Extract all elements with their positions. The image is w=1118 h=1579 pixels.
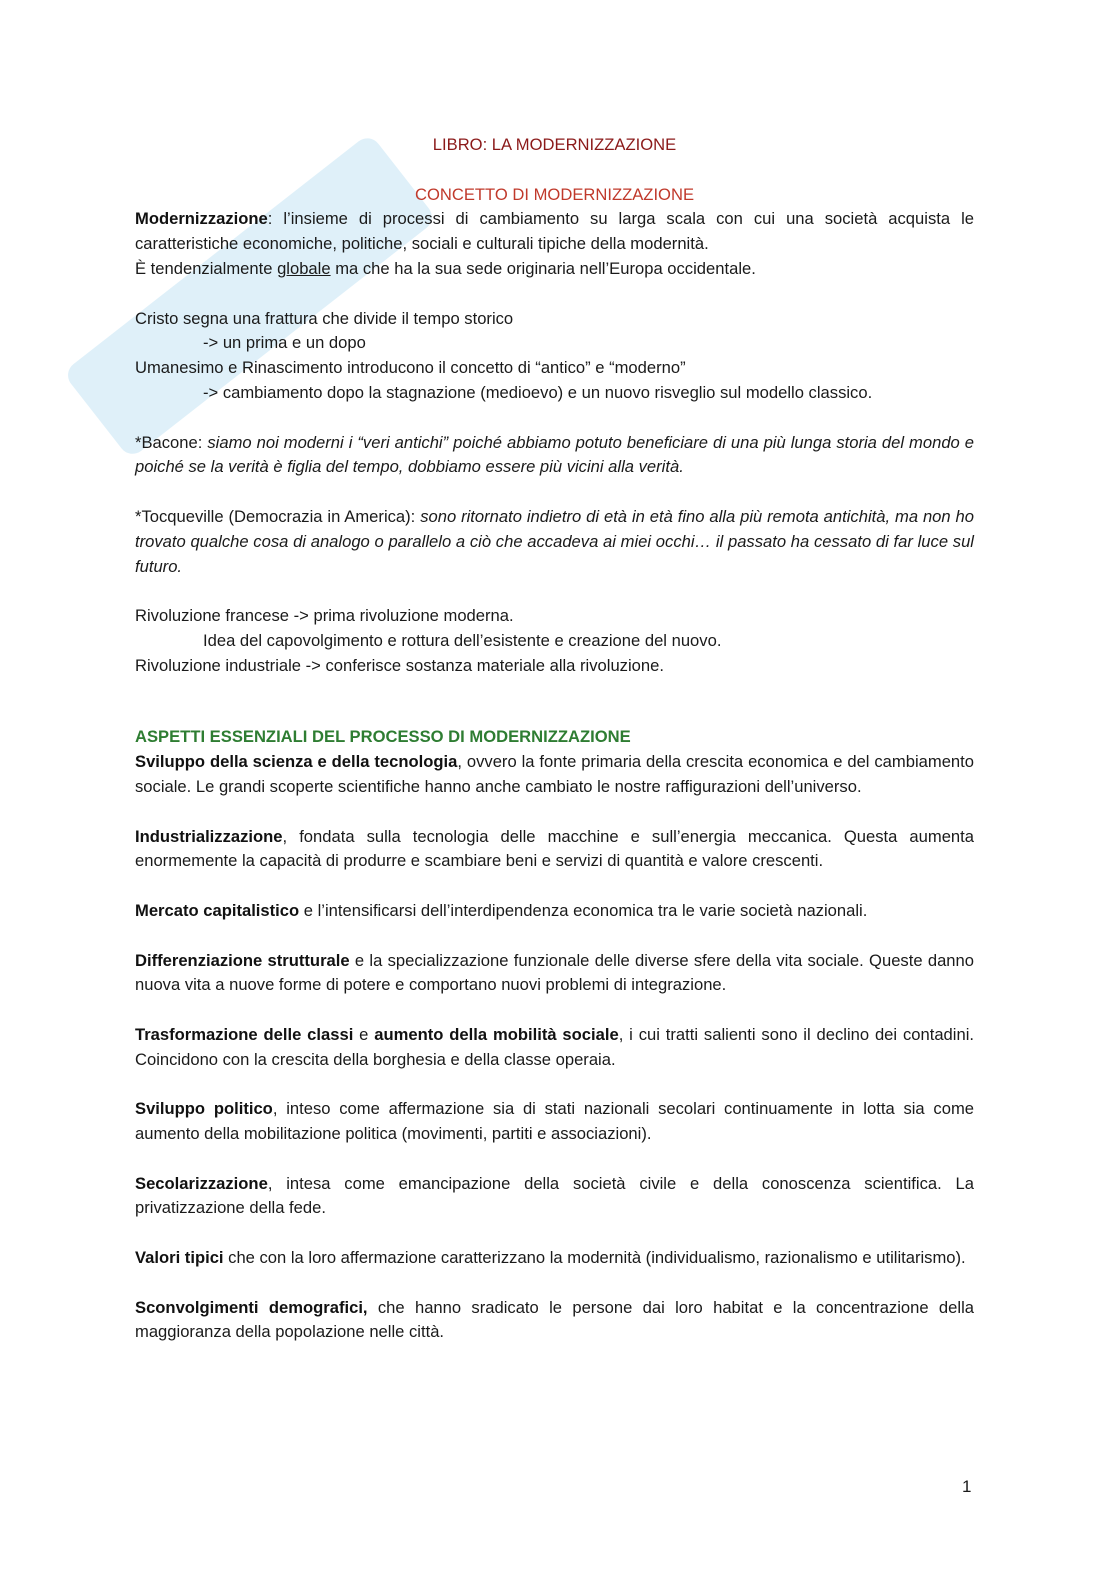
aspect-paragraph [135, 750, 974, 800]
cristo-line: Cristo segna una frattura che divide il tempo storico [135, 308, 514, 328]
aspect-term: Secolarizzazione [135, 1173, 268, 1193]
aspect-paragraph [135, 1172, 974, 1222]
definition-text: : l’insieme di processi di cambiamento su larga scala con cui una società acquista le caratteristiche economiche, politiche, sociali e culturali tipiche della modernità. [135, 209, 974, 254]
document-body [135, 133, 974, 1345]
aspect-paragraph [135, 1023, 974, 1073]
aspect-text: , i cui tratti salienti sono il declino dei contadini. Coincidono con la crescita della borghesia e della classe operaia. [135, 1024, 974, 1069]
aspect-term: Mercato capitalistico [135, 900, 300, 920]
aspect-paragraph [135, 1097, 974, 1147]
definition-paragraph [135, 207, 974, 257]
aspect-text: e l’intensificarsi dell’interdipendenza economica tra le varie società nazionali. [299, 900, 868, 920]
aspect-text: che hanno sradicato le persone dai loro habitat e la concentrazione della maggioranza della popolazione nelle città. [135, 1297, 974, 1342]
aspect-term: Differenziazione strutturale [135, 950, 350, 970]
rivoluzione-industriale-line: Rivoluzione industriale -> conferisce sostanza materiale alla rivoluzione. [135, 655, 664, 675]
aspect-paragraph [135, 825, 974, 875]
aspect-term: Industrializzazione [135, 826, 283, 846]
aspect-paragraph [135, 1296, 974, 1346]
aspect-paragraph [135, 949, 974, 999]
aspect-text: , intesa come emancipazione della società civile e della conoscenza scientifica. La privatizzazione della fede. [135, 1173, 974, 1218]
global-paragraph: È tendenzialmente globale ma che ha la sua sede originaria nell’Europa occidentale. [135, 258, 756, 278]
underlined-word: globale [277, 258, 331, 278]
aspect-text: e la specializzazione funzionale delle diverse sfere della vita sociale. Queste danno nuova vita a nuove forme di potere e comportano nuovi problemi di integrazione. [135, 950, 974, 995]
aspect-paragraph [135, 899, 974, 924]
document-title: LIBRO: LA MODERNIZZAZIONE [432, 135, 677, 154]
rivoluzione-francese-line: Rivoluzione francese -> prima rivoluzione moderna. [135, 606, 514, 626]
definition-term: Modernizzazione [135, 209, 268, 229]
umanesimo-line: Umanesimo e Rinascimento introducono il concetto di “antico” e “moderno” [135, 358, 686, 378]
aspect-term: aumento della mobilità sociale [374, 1024, 619, 1044]
umanesimo-arrow-line: -> cambiamento dopo la stagnazione (medioevo) e un nuovo risveglio sul modello classico. [203, 382, 873, 402]
cristo-arrow-line: -> un prima e un dopo [203, 333, 366, 353]
aspect-term: Sconvolgimenti demografici, [135, 1297, 368, 1317]
rivoluzione-francese-sub: Idea del capovolgimento e rottura dell’esistente e creazione del nuovo. [203, 630, 722, 650]
aspect-text: e [353, 1024, 375, 1044]
tocqueville-quote: *Tocqueville (Democrazia in America): sono ritornato indietro di età in età fino alla più remota antichità, ma non ho trovato qualche cosa di analogo o parallelo a ciò che accadeva ai miei occhi… il passato ha cessato di far luce sul futuro. [135, 506, 974, 576]
aspect-term: Valori tipici [135, 1248, 224, 1268]
aspect-text: , inteso come affermazione sia di stati nazionali secolari continuamente in lotta sia come aumento della mobilitazione politica (movimenti, partiti e associazioni). [135, 1099, 974, 1144]
bacone-quote: *Bacone: siamo noi moderni i “veri antichi” poiché abbiamo potuto beneficiare di una più lunga storia del mondo e poiché se la verità è figlia del tempo, dobbiamo essere più vicini alla verità. [135, 432, 974, 477]
aspect-text: , fondata sulla tecnologia delle macchine e sull’energia meccanica. Questa aumenta enormemente la capacità di produrre e scambiare beni e servizi di quantità e valore crescenti. [135, 826, 974, 871]
page-number: 1 [962, 1477, 972, 1496]
aspect-term: Sviluppo della scienza e della tecnologia [135, 752, 458, 772]
aspect-text: , ovvero la fonte primaria della crescita economica e del cambiamento sociale. Le grandi scoperte scientifiche hanno anche cambiato le nostre raffigurazioni dell’universo. [135, 752, 974, 796]
aspect-text: che con la loro affermazione caratterizzano la modernità (individualismo, razionalismo e utilitarismo). [223, 1248, 966, 1268]
section-heading-concetto: CONCETTO DI MODERNIZZAZIONE [414, 184, 695, 204]
aspect-term: Sviluppo politico [135, 1099, 273, 1119]
aspect-paragraph [135, 1246, 974, 1271]
aspect-term: Trasformazione delle classi [135, 1024, 354, 1044]
aspects-list [135, 750, 974, 1345]
section-heading-aspetti: ASPETTI ESSENZIALI DEL PROCESSO DI MODERNIZZAZIONE [135, 727, 631, 747]
